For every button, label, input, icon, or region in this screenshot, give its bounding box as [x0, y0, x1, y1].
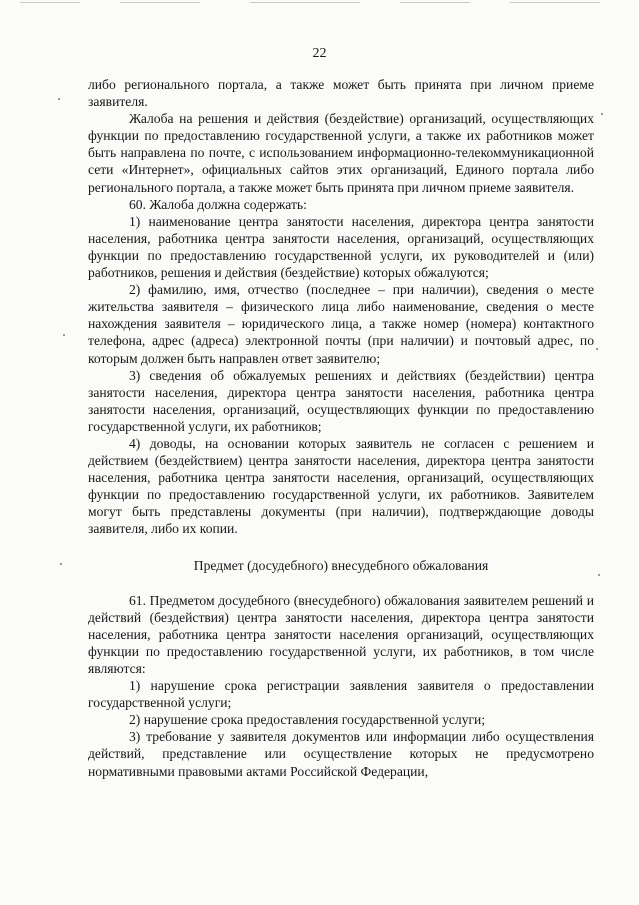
section-heading: Предмет (досудебного) внесудебного обжалования — [193, 557, 489, 573]
paragraph: 2) нарушение срока предоставления государственной услуги; — [129, 712, 486, 728]
paragraph: 4) доводы, на основании которых заявитель не согласен с решением и действием (бездействием) центра занятости населения, директора центра занятости населения, работника центра занятости населения, организаций, осуществляющих функции по предоставлению государственной услуги, их работников. Заявителем могут быть представлены документы (при наличии), подтверждающие доводы заявителя, либо их копии. — [88, 435, 594, 537]
scan-speck — [601, 113, 603, 115]
paragraph: 60. Жалоба должна содержать: — [129, 196, 307, 212]
scan-speck — [596, 348, 598, 350]
scan-speck — [60, 563, 62, 565]
paragraph: 2) фамилию, имя, отчество (последнее – при наличии), сведения о месте жительства заявителя – физического лица либо наименование, сведения о месте нахождения заявителя – юридического лица, а также номер (номера) контактного телефона, адрес (адреса) электронной почты (при наличии) и почтовый адрес, по которым должен быть направлен ответ заявителю; — [88, 282, 594, 366]
paragraph: 1) нарушение срока регистрации заявления заявителя о предоставлении государственной услуги; — [88, 678, 594, 711]
scan-speck — [63, 334, 65, 336]
paragraph: 3) сведения об обжалуемых решениях и действиях (бездействии) центра занятости населения, директора центра занятости населения, работника центра занятости населения, организаций, осуществляющих функции по предоставлению государственной услуги, их работников; — [88, 367, 594, 434]
paragraph: 1) наименование центра занятости населения, директора центра занятости населения, работника центра занятости населения, организаций, осуществляющих функции по предоставлению государственной услуги, их руководителей и (или) работников, решения и действия (бездействие) которых обжалуются; — [88, 213, 594, 281]
scan-speck — [58, 98, 60, 100]
page-number: 22 — [312, 46, 327, 61]
paragraph: Жалоба на решения и действия (бездействие) организаций, осуществляющих функции по предоставлению государственной услуги, а также их работников может быть направлена по почте, с использованием информационно-телекоммуникационной сети «Интернет», официальных сайтов этих организаций, Единого портала либо регионального портала, а также может быть принята при личном приеме заявителя. — [88, 111, 594, 195]
document-body — [88, 76, 594, 780]
paragraph: 61. Предметом досудебного (внесудебного) обжалования заявителем решений и действий (бездействия) центра занятости населения, директора центра занятости населения, работника центра занятости населения организаций, осуществляющих функции по предоставлению государственной услуги, их работников, в том числе являются: — [88, 592, 594, 676]
paragraph: 3) требование у заявителя документов или информации либо осуществления действий, представление или осуществление которых не предусмотрено нормативными правовыми актами Российской Федерации, — [88, 729, 594, 779]
scan-speck — [598, 574, 600, 576]
paragraph: либо регионального портала, а также может быть принята при личном приеме заявителя. — [88, 77, 594, 110]
scan-top-edge — [0, 0, 639, 5]
